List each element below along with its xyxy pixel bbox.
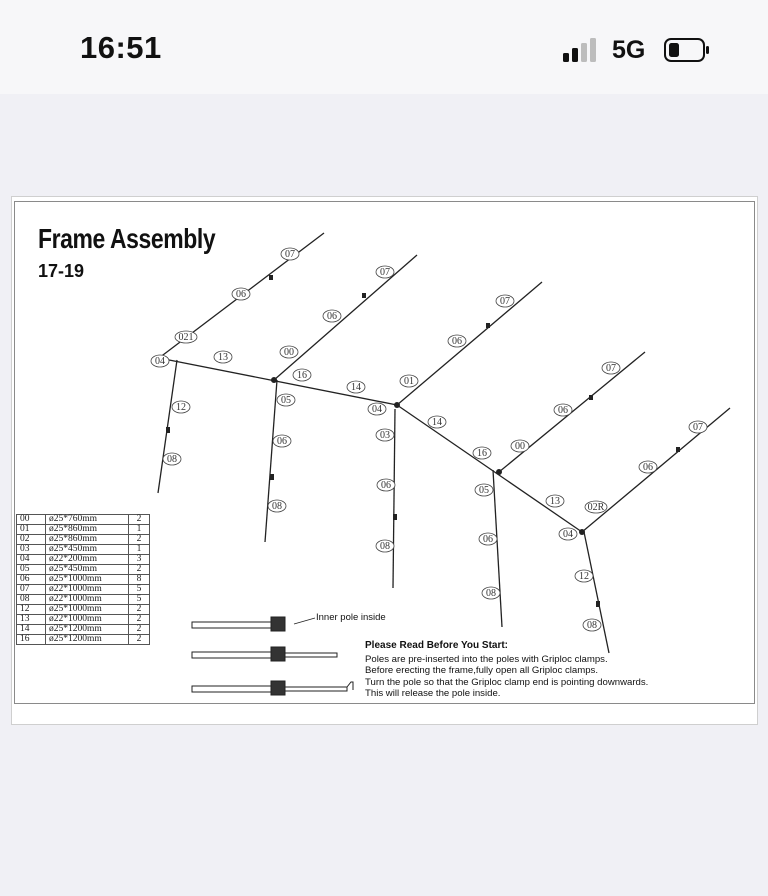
instructions (365, 640, 648, 700)
table-row (17, 575, 150, 585)
clock: 16:51 (80, 30, 162, 65)
pole-details (192, 617, 353, 695)
table-cell-qty: 3 (129, 555, 150, 565)
table-cell-qty: 2 (129, 565, 150, 575)
svg-text:16: 16 (477, 448, 487, 459)
instructions-heading: Please Read Before You Start: (365, 640, 509, 651)
table-row (17, 565, 150, 575)
svg-text:00: 00 (515, 441, 525, 452)
table-row (17, 585, 150, 595)
svg-text:01: 01 (404, 376, 414, 387)
svg-text:14: 14 (432, 417, 442, 428)
table-cell-code: 08 (17, 595, 46, 605)
table-row (17, 615, 150, 625)
table-cell-qty: 1 (129, 545, 150, 555)
table-cell-spec: ø22*1000mm (46, 585, 129, 595)
table-row (17, 545, 150, 555)
callout-labels (151, 248, 707, 631)
svg-text:07: 07 (380, 267, 390, 278)
svg-text:021: 021 (178, 332, 194, 343)
svg-text:05: 05 (281, 395, 291, 406)
table-cell-spec: ø22*200mm (46, 555, 129, 565)
table-row (17, 555, 150, 565)
cellular-signal-icon (563, 38, 599, 62)
svg-text:06: 06 (236, 289, 246, 300)
table-cell-spec: ø22*1000mm (46, 595, 129, 605)
assembly-sheet (11, 196, 758, 725)
svg-text:04: 04 (372, 404, 382, 415)
table-cell-code: 05 (17, 565, 46, 575)
instruction-line: Poles are pre-inserted into the poles with Griploc clamps. (365, 653, 608, 665)
svg-text:06: 06 (327, 311, 337, 322)
svg-text:02R: 02R (587, 502, 605, 513)
table-row (17, 635, 150, 645)
table-cell-spec: ø25*1000mm (46, 575, 129, 585)
instruction-line: Turn the pole so that the Griploc clamp end is pointing downwards. (365, 676, 649, 688)
svg-text:12: 12 (579, 571, 589, 582)
svg-text:13: 13 (218, 352, 228, 363)
table-cell-qty: 2 (129, 515, 150, 525)
table-cell-qty: 2 (129, 535, 150, 545)
status-bar (0, 0, 768, 94)
svg-text:04: 04 (155, 356, 165, 367)
table-cell-spec: ø25*450mm (46, 565, 129, 575)
table-cell-spec: ø25*860mm (46, 535, 129, 545)
table-cell-spec: ø25*860mm (46, 525, 129, 535)
svg-text:05: 05 (479, 485, 489, 496)
instruction-line: Before erecting the frame,fully open all Griploc clamps. (365, 665, 599, 676)
table-cell-qty: 2 (129, 605, 150, 615)
svg-text:06: 06 (483, 534, 493, 545)
table-cell-code: 03 (17, 545, 46, 555)
instruction-line: This will release the pole inside. (365, 688, 501, 699)
table-cell-qty: 1 (129, 525, 150, 535)
table-cell-code: 16 (17, 635, 46, 645)
svg-text:07: 07 (500, 296, 510, 307)
table-cell-code: 13 (17, 615, 46, 625)
svg-text:06: 06 (558, 405, 568, 416)
table-cell-qty: 8 (129, 575, 150, 585)
svg-text:07: 07 (606, 363, 616, 374)
table-cell-spec: ø25*1200mm (46, 635, 129, 645)
svg-text:16: 16 (297, 370, 307, 381)
battery-icon (664, 38, 710, 62)
parts-table (16, 514, 150, 645)
svg-text:12: 12 (176, 402, 186, 413)
table-cell-spec: ø25*1200mm (46, 625, 129, 635)
table-row (17, 525, 150, 535)
table-row (17, 625, 150, 635)
svg-text:07: 07 (693, 422, 703, 433)
table-cell-code: 06 (17, 575, 46, 585)
table-cell-code: 07 (17, 585, 46, 595)
svg-text:00: 00 (284, 347, 294, 358)
table-cell-qty: 2 (129, 615, 150, 625)
table-row (17, 595, 150, 605)
table-cell-qty: 2 (129, 635, 150, 645)
inner-pole-label: Inner pole inside (316, 612, 386, 623)
svg-text:04: 04 (563, 529, 573, 540)
table-cell-code: 01 (17, 525, 46, 535)
table-cell-spec: ø25*760mm (46, 515, 129, 525)
page-title: Frame Assembly (38, 223, 216, 254)
table-cell-code: 00 (17, 515, 46, 525)
table-cell-code: 14 (17, 625, 46, 635)
table-cell-qty: 5 (129, 595, 150, 605)
svg-text:08: 08 (167, 454, 177, 465)
table-row (17, 535, 150, 545)
table-row (17, 605, 150, 615)
table-row (17, 515, 150, 525)
table-cell-code: 12 (17, 605, 46, 615)
svg-text:06: 06 (277, 436, 287, 447)
svg-text:08: 08 (272, 501, 282, 512)
table-cell-spec: ø25*1000mm (46, 605, 129, 615)
svg-text:06: 06 (452, 336, 462, 347)
table-cell-qty: 2 (129, 625, 150, 635)
joint-marks (156, 275, 680, 607)
page-subtitle: 17-19 (38, 261, 85, 281)
table-cell-code: 04 (17, 555, 46, 565)
svg-text:14: 14 (351, 382, 361, 393)
svg-text:13: 13 (550, 496, 560, 507)
svg-text:08: 08 (587, 620, 597, 631)
table-cell-spec: ø25*450mm (46, 545, 129, 555)
network-type: 5G (612, 36, 646, 64)
svg-text:07: 07 (285, 249, 295, 260)
svg-text:08: 08 (486, 588, 496, 599)
svg-text:03: 03 (380, 430, 390, 441)
svg-text:08: 08 (380, 541, 390, 552)
svg-text:06: 06 (381, 480, 391, 491)
svg-text:06: 06 (643, 462, 653, 473)
table-cell-code: 02 (17, 535, 46, 545)
table-cell-qty: 5 (129, 585, 150, 595)
table-cell-spec: ø22*1000mm (46, 615, 129, 625)
